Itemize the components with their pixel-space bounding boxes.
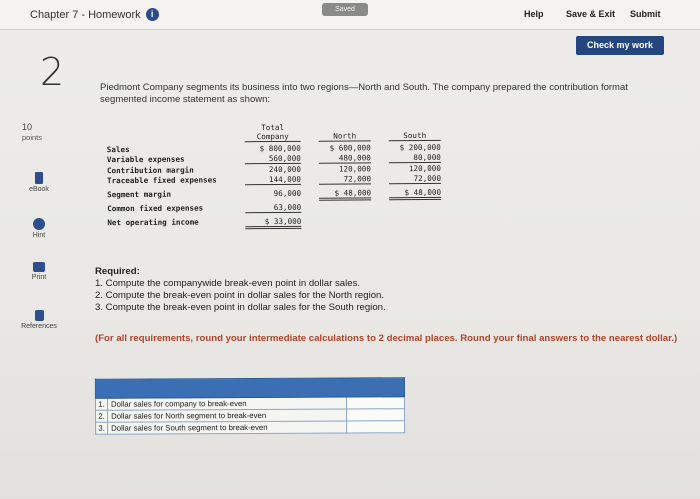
top-bar (0, 0, 700, 30)
sales-total: $ 800,000 (259, 143, 301, 154)
save-exit-link[interactable]: Save & Exit (566, 9, 616, 19)
col-south-header: South (389, 131, 441, 141)
segment-margin-total: 96,000 (273, 188, 302, 199)
answer-table-header (95, 378, 404, 399)
col-total-line1: Total (261, 122, 285, 133)
hint-icon (33, 218, 45, 230)
traceable-fixed-total: 144,000 (245, 175, 301, 185)
submit-link[interactable]: Submit (630, 9, 661, 19)
answer-row-number: 3. (96, 422, 108, 434)
info-icon[interactable]: i (146, 8, 159, 21)
ebook-label: eBook (29, 186, 49, 193)
variable-expenses-total: 560,000 (245, 154, 301, 164)
rounding-note: (For all requirements, round your intermediate calculations to 2 decimal places. Round your final answers to the nearest dollar.) (95, 333, 678, 344)
answer-table (95, 377, 405, 435)
contribution-margin-south: 120,000 (408, 163, 441, 174)
sales-south: $ 200,000 (399, 142, 441, 153)
row-label-sales: Sales (106, 145, 130, 155)
variable-expenses-north: 480,000 (319, 153, 371, 163)
required-item-1: 1. Compute the companywide break-even point in dollar sales. (95, 278, 361, 289)
print-tool[interactable] (14, 262, 64, 281)
sales-north: $ 600,000 (329, 143, 371, 153)
traceable-fixed-south: 72,000 (389, 174, 441, 184)
col-total-line2: Company (256, 131, 289, 142)
ebook-tool[interactable] (14, 172, 64, 193)
help-link[interactable]: Help (524, 9, 544, 19)
row-label-common-fixed: Common fixed expenses (107, 203, 204, 214)
hint-tool[interactable] (14, 218, 64, 239)
table-row (96, 421, 405, 435)
check-my-work-button[interactable]: Check my work (576, 36, 664, 55)
question-intro: Piedmont Company segments its business into two regions—North and South. The company prepared the contribution format segmented income statement as shown: (100, 82, 628, 105)
saved-status-badge: Saved (322, 3, 368, 16)
common-fixed-total: 63,000 (245, 203, 301, 213)
row-label-traceable-fixed: Traceable fixed expenses (106, 175, 217, 186)
variable-expenses-south: 80,000 (389, 153, 441, 163)
required-block (95, 266, 655, 314)
south-break-even-input[interactable] (350, 421, 401, 432)
required-title: Required: (95, 266, 140, 277)
net-operating-income-total: $ 33,000 (245, 217, 301, 229)
segment-margin-south: $ 48,000 (389, 188, 441, 200)
required-item-3: 3. Compute the break-even point in dollar sales for the South region. (95, 302, 386, 313)
table-row (96, 409, 405, 423)
ebook-icon (35, 172, 43, 184)
hint-label: Hint (32, 232, 46, 239)
contribution-margin-north: 120,000 (338, 164, 371, 174)
table-row (95, 397, 404, 411)
col-north-header: North (319, 131, 371, 141)
north-break-even-input[interactable] (350, 409, 401, 420)
references-label: References (21, 323, 57, 330)
answer-row-number: 2. (96, 410, 108, 422)
print-icon (33, 262, 45, 272)
segment-margin-north: $ 48,000 (319, 188, 371, 200)
answer-row-label: Dollar sales for South segment to break-even (108, 421, 347, 434)
references-tool[interactable] (14, 310, 64, 330)
chapter-title-text: Chapter 7 - Homework (30, 8, 141, 21)
col-total-header (245, 123, 301, 142)
traceable-fixed-north: 72,000 (319, 174, 371, 184)
row-label-segment-margin: Segment margin (107, 189, 172, 200)
points-label: points (22, 133, 43, 142)
answer-cell[interactable] (347, 409, 405, 421)
row-label-net-operating-income: Net operating income (107, 217, 199, 228)
contribution-margin-total: 240,000 (268, 164, 301, 175)
chapter-title (30, 8, 159, 21)
income-statement (103, 116, 448, 242)
company-break-even-input[interactable] (350, 397, 401, 408)
answer-row-label: Dollar sales for company to break-even (107, 397, 346, 410)
question-number: 2 (40, 50, 65, 94)
points-value: 10 (22, 122, 33, 132)
references-icon (35, 310, 44, 321)
print-label: Print (31, 274, 47, 281)
answer-cell[interactable] (347, 421, 405, 433)
row-label-contribution-margin: Contribution margin (106, 165, 194, 176)
answer-row-number: 1. (95, 398, 107, 410)
required-item-2: 2. Compute the break-even point in dollar sales for the North region. (95, 290, 385, 301)
answer-cell[interactable] (346, 397, 404, 409)
row-label-variable-expenses: Variable expenses (106, 154, 185, 165)
answer-row-label: Dollar sales for North segment to break-even (108, 409, 347, 422)
answer-table-header-row (95, 378, 404, 399)
